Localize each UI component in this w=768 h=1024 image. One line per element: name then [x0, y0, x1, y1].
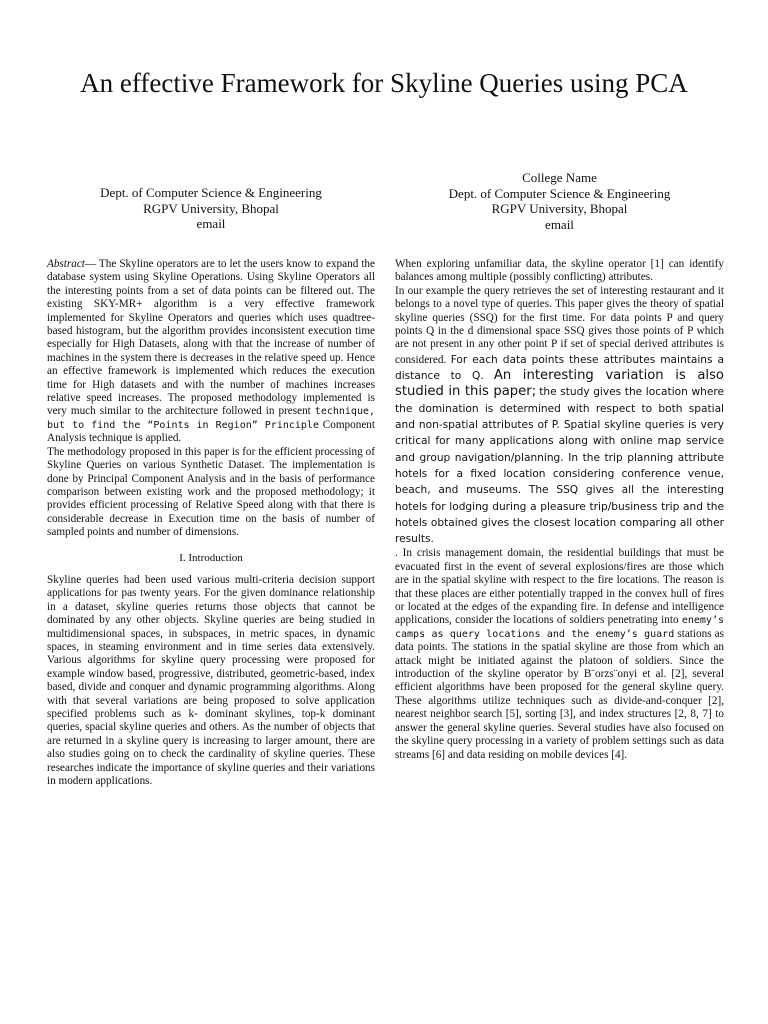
author-block-right [395, 170, 724, 232]
author-dept: Dept. of Computer Science & Engineering [100, 185, 322, 200]
author-university: RGPV University, Bhopal [143, 200, 279, 216]
author-email: email [545, 216, 574, 232]
left-column [47, 258, 375, 788]
author-university: RGPV University, Bhopal [491, 201, 628, 216]
author-dept: Dept. of Computer Science & Engineering [448, 185, 671, 201]
body-paragraph-3: . In crisis management domain, the residential buildings that must be evacuated first in the event of several explosions/fires are those which are in the spatial skyline with respect to the fire locations. The reason is that these places are either potentially trapped in the convex hull of fires or located at the edges of the expanding fire. In defense and intelligence applications, consider the locations of soldiers penetrating into enemy’s camps as query locations and the enemy’s guard stations as data points. The stations in the spatial skyline are those from which an attack might be initiated against the platoon of soldiers. Since the introduction of the skyline operator by B¨orzs¨onyi et al. [2], several efficient algorithms have been proposed for the general skyline query. These algorithms utilize techniques such as divide-and-conquer [2], nearest neighbor search [5], sorting [3], and index structures [2, 8, 7] to answer the general skyline queries. Several studies have also focused on the skyline query processing in a variety of problem settings such as data streams [6] and data residing on mobile devices [4]. [395, 547, 724, 761]
right-column [395, 258, 724, 762]
body-paragraph-2: In our example the query retrieves the set of interesting restaurant and it belongs to a novel type of queries. This paper gives the theory of spatial skyline queries (SSQ) for the first time. For data points P and query points Q in the d dimensional space SSQ gives those points of P which are not present in any other point P if set of special derived attributes is considered. For each data points these attributes maintains a distance to Q. An interesting variation is also studied in this paper; the study gives the location where the domination is determined with respect to both spatial and non-spatial attributes of P. Spatial skyline queries is very critical for many applications along with online map service and group navigation/planning. In the trip planning attribute hotels for a fixed location considering conference venue, beach, and museums. The SSQ gives all the interesting hotels for lodging during a pleasure trip/business trip and the hotels obtained gives the closest location comparing all other results. [395, 284, 725, 546]
author-college: College Name [522, 170, 597, 185]
section-heading: I. Introduction [179, 551, 243, 564]
abstract-fragment: technique, but to find the “Points in Region” Principle [47, 406, 376, 431]
author-block-left [47, 185, 375, 232]
body-paragraph-1: When exploring unfamiliar data, the skyline operator [1] can identify balances among multiple (possibly conflicting) attributes. [395, 258, 724, 284]
abstract-paragraph-2: The methodology proposed in this paper is for the efficient processing of Skyline Queries on various Synthetic Dataset. The implementation is done by Principal Component Analysis and in the basis of performance comparison between existing work and the proposed methodology; it provides efficient processing of Relative Speed along with that there is considerable decrease in Execution time on the basis of number of sampled points and number of dimensions. [47, 445, 375, 539]
author-email: email [196, 216, 226, 231]
abstract-paragraph: Abstract— The Skyline operators are to let the users know to expand the database system using Skyline Operations. Using Skyline Operators all the interesting points from a set of data points can be filtered out. The existing SKY-MR+ algorithm is a very effective framework implemented for Skyline Operators and queries which uses quadtree-based histogram, but the algorithm provides inconsistent execution time especially for High Datasets, along with that the increase of number of machines in the system there is decreases in the relative speed up. Hence an effective framework is implemented which reduces the execution time for High datasets and with the number of machines increases relative speed increases. The proposed methodology implemented is very much similar to the architecture followed in present technique, but to find the “Points in Region” Principle Component Analysis technique is applied. [47, 258, 376, 445]
abstract-label: Abstract [47, 258, 85, 270]
paper-title: An effective Framework for Skyline Queries using PCA [80, 68, 688, 98]
intro-paragraph: Skyline queries had been used various multi-criteria decision support applications for pas twenty years. For the given dominance relationship in a dataset, skyline queries returns those objects that cannot be dominated by any other objects. Skyline queries are being studied in multidimensional spaces, in subspaces, in metric spaces, in dynamic spaces, in steaming environment and in time series data extensively. Various algorithms for skyline query processing were proposed for example window based, progressive, distributed, geometric-based, index based, divide and conquer and dynamic programming algorithms. Along with that several variations are being proposed to solve application specified problems such as k- dominant skylines, top-k dominant queries, spacial skyline queries and others. As the number of objects that are returned in a skyline query is increasing to larger amount, there are also studies going on to check the cardinality of skyline queries. These researches indicate the importance of skyline queries and their variations in modern applications. [47, 573, 375, 788]
